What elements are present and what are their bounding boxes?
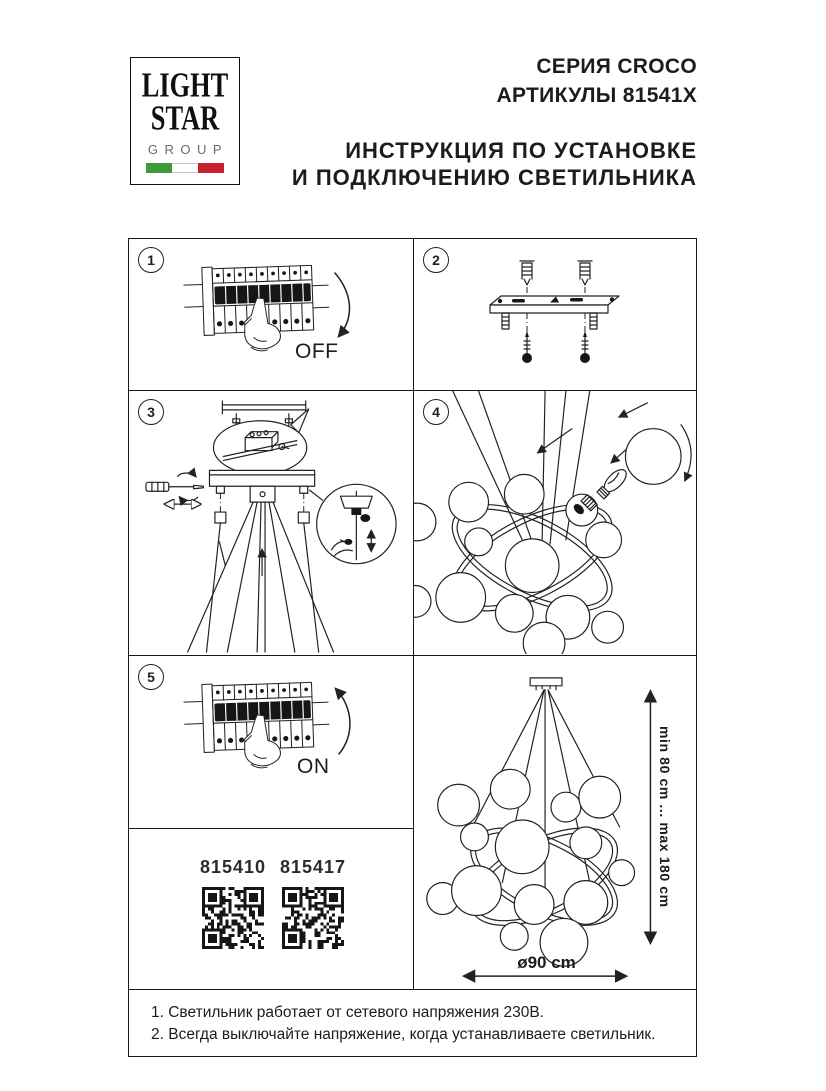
globe-direction-arrow-icon: [620, 403, 648, 417]
screw-icon: [522, 331, 590, 363]
step-3-cell: [129, 391, 413, 654]
switch-up-arrow-icon: [336, 689, 350, 754]
off-label: OFF: [295, 340, 339, 363]
step-3-badge: 3: [138, 399, 164, 425]
note-line-2: 2. Всегда выключайте напряжение, когда устанавливаете светильник.: [151, 1026, 656, 1043]
flag-red-stripe: [198, 163, 224, 173]
cables-continued: [206, 523, 318, 652]
steps-grid: [128, 238, 697, 990]
logo-group-text: GROUP: [147, 142, 229, 157]
screw-on-rotation-arrow-icon: [681, 425, 691, 481]
breaker-off-illustration: [129, 239, 414, 391]
glass-globes: [427, 769, 635, 966]
mounting-bracket-illustration: [414, 239, 698, 391]
qr-codes-cell: [129, 829, 413, 989]
step-2-cell: [414, 239, 698, 389]
series-title: СЕРИЯ CROCO: [536, 55, 697, 78]
cable-stopper-left: [215, 512, 226, 523]
chandelier-dimensions-illustration: [414, 656, 698, 989]
cable-lock-zoom-circle: [317, 484, 396, 563]
globe-installation-illustration: [414, 391, 698, 654]
step-1-cell: [129, 239, 413, 389]
breaker-on-illustration: [129, 656, 414, 816]
dimensions-cell: [414, 656, 698, 989]
article-number-815417: 815417: [279, 857, 347, 877]
qr-code-815410: [202, 887, 264, 949]
mounting-bar-icon: [490, 296, 619, 329]
switch-down-arrow-icon: [335, 273, 350, 336]
logo-light-text: LIGHT: [141, 66, 229, 105]
step-2-badge: 2: [423, 247, 449, 273]
header-block: [267, 52, 697, 191]
magnifier-leader-line: [310, 490, 323, 500]
cable-stopper-right: [298, 512, 309, 523]
step-4-badge: 4: [423, 399, 449, 425]
on-label: ON: [297, 755, 330, 778]
canopy-icon: [209, 470, 314, 502]
note-line-1: 1. Светильник работает от сетевого напряжения 230В.: [151, 1004, 545, 1021]
instruction-title-line1: ИНСТРУКЦИЯ ПО УСТАНОВКЕ: [345, 138, 697, 163]
insert-arrow-icon: [538, 429, 572, 453]
header-spacer: [267, 110, 697, 137]
instruction-title-line2: И ПОДКЛЮЧЕНИЮ СВЕТИЛЬНИКА: [291, 165, 697, 190]
brand-logo: [130, 57, 240, 185]
safety-notes-box: [128, 990, 697, 1057]
globe-being-installed: [625, 429, 681, 485]
article-number-815410: 815410: [199, 857, 267, 877]
qr-code-815417: [282, 887, 344, 949]
logo-star-text: STAR: [150, 99, 220, 138]
step-1-badge: 1: [138, 247, 164, 273]
step-4-cell: [414, 391, 698, 654]
diameter-label: ø90 cm: [517, 953, 576, 972]
ceiling-plate-icon: [530, 678, 562, 690]
step-5-cell: [129, 656, 413, 827]
chandelier-arms: [188, 502, 334, 652]
flag-white-stripe: [172, 163, 198, 173]
flag-green-stripe: [146, 163, 172, 173]
articles-title: АРТИКУЛЫ 81541X: [496, 84, 697, 107]
candle-bulb-icon: [596, 466, 630, 500]
terminal-block-zoom-balloon: [213, 409, 308, 475]
wall-anchor-icon: [520, 261, 592, 285]
screwdriver-icon: [146, 473, 204, 504]
step-5-badge: 5: [138, 664, 164, 690]
rotate-arrow-icon: [178, 473, 196, 476]
italian-flag-bar: [146, 163, 224, 173]
upward-arrows-icon: [219, 542, 262, 576]
height-range-label: min 80 cm ... max 180 cm: [657, 726, 673, 908]
canopy-wiring-illustration: [129, 391, 414, 654]
